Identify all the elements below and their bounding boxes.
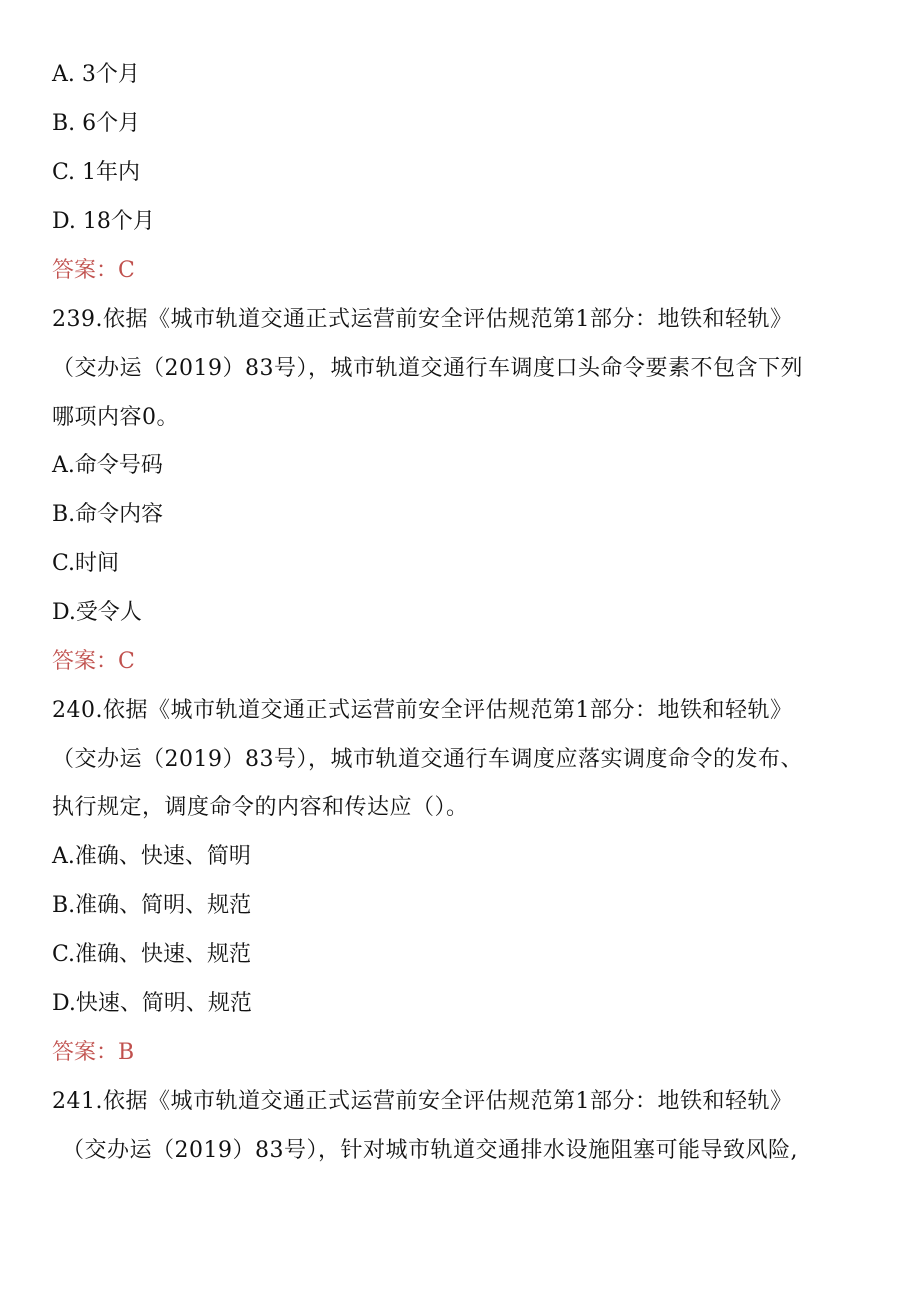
question-239-line-3: 哪项内容0。 [52,405,179,430]
question-240-line-3: 执行规定，调度命令的内容和传达应（）。 [52,795,469,820]
question-240-line-2: （交办运（2019）83号），城市轨道交通行车调度应落实调度命令的发布、 [52,747,803,772]
question-240-line-1: 240.依据《城市轨道交通正式运营前安全评估规范第1部分：地铁和轻轨》 [52,698,793,723]
option-b: B.准确、简明、规范 [52,893,252,918]
option-d: D. 18个月 [52,209,155,234]
option-b: B. 6个月 [52,111,141,136]
answer-label: 答案：C [52,649,135,674]
option-d: D.受令人 [52,600,142,625]
question-239-line-2: （交办运（2019）83号），城市轨道交通行车调度口头命令要素不包含下列 [52,356,803,381]
question-241-line-2: （交办运（2019）83号），针对城市轨道交通排水设施阻塞可能导致风险, [62,1138,798,1163]
question-239-line-1: 239.依据《城市轨道交通正式运营前安全评估规范第1部分：地铁和轻轨》 [52,307,793,332]
option-a: A.命令号码 [52,453,163,478]
option-a: A. 3个月 [52,62,140,87]
option-a: A.准确、快速、简明 [52,844,251,869]
question-241-line-1: 241.依据《城市轨道交通正式运营前安全评估规范第1部分：地铁和轻轨》 [52,1089,793,1114]
answer-label: 答案：B [52,1040,135,1065]
option-c: C. 1年内 [52,160,141,185]
answer-label: 答案：C [52,258,135,283]
option-c: C.时间 [52,551,120,576]
option-b: B.命令内容 [52,502,164,527]
option-c: C.准确、快速、规范 [52,942,252,967]
option-d: D.快速、简明、规范 [52,991,252,1016]
